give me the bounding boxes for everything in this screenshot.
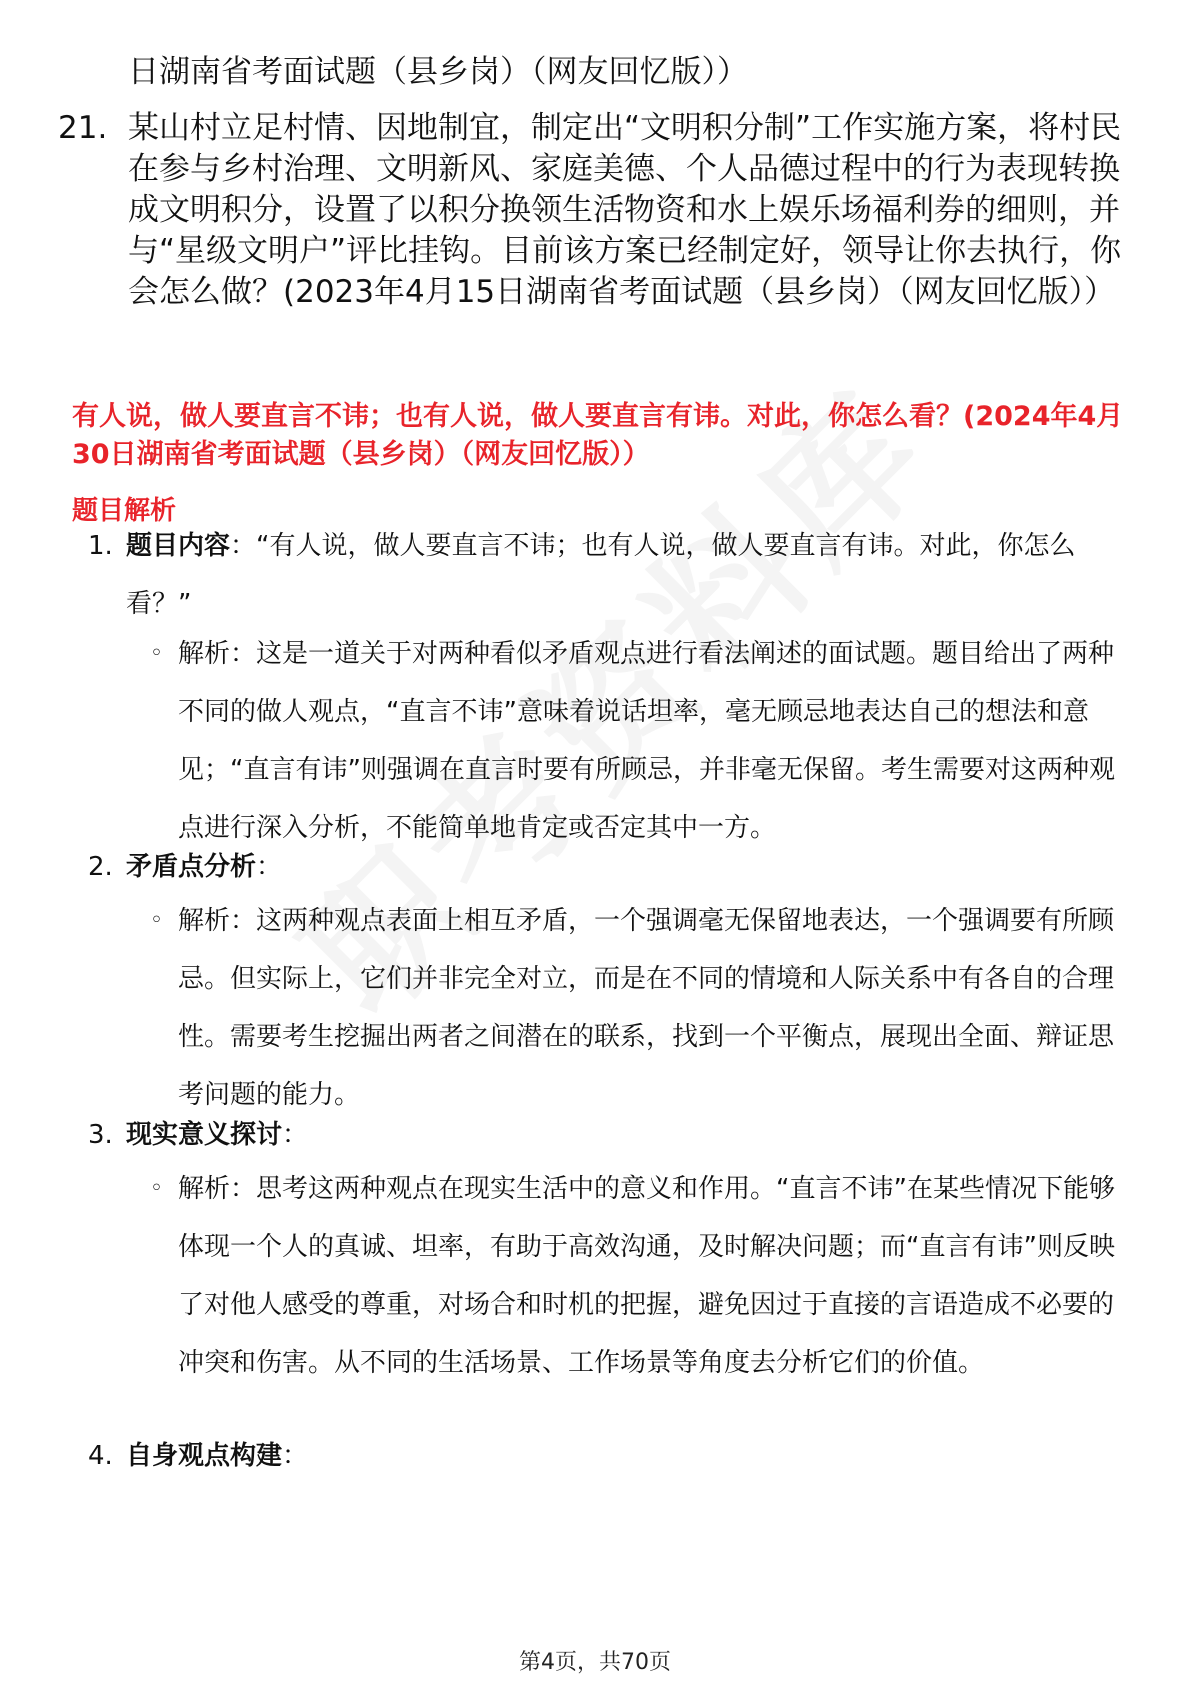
item-label: 矛盾点分析 — [126, 852, 257, 882]
prev-question-tail: 日湖南省考面试题（县乡岗）（网友回忆版）） — [128, 54, 748, 90]
highlighted-question: 有人说，做人要直言不讳；也有人说，做人要直言有讳。对此，你怎么看？(2024年4月30日湖南省考面试题（县乡岗）（网友回忆版）） — [72, 401, 1124, 470]
analysis-item-4: 4. 自身观点构建： — [88, 1441, 309, 1471]
analysis-sub-1: ◦ 解析：这是一道关于对两种看似矛盾观点进行看法阐述的面试题。题目给出了两种不同的做人观点，“直言不讳”意味着说话坦率，毫无顾忌地表达自己的想法和意见；“直言有讳”则强调在直言时要有所顾忌，并非毫无保留。考生需要对这两种观点进行深入分析，不能简单地肯定或否定其中一方。 — [150, 625, 1130, 857]
analysis-item-1: 1. 题目内容：“有人说，做人要直言不讳；也有人说，做人要直言有讳。对此，你怎么看？” — [88, 531, 1076, 619]
analysis-item-2: 2. 矛盾点分析： — [88, 852, 283, 882]
section-title: 题目解析 — [72, 496, 177, 526]
analysis-item-3: 3. 现实意义探讨： — [88, 1120, 309, 1150]
item-label: 题目内容 — [126, 531, 231, 561]
question-21 — [58, 108, 1128, 313]
bullet-icon: ◦ — [150, 908, 163, 933]
analysis-sub-2: ◦ 解析：这两种观点表面上相互矛盾，一个强调毫无保留地表达，一个强调要有所顾忌。但实际上，它们并非完全对立，而是在不同的情境和人际关系中有各自的合理性。需要考生挖掘出两者之间潜在的联系，找到一个平衡点，展现出全面、辩证思考问题的能力。 — [150, 892, 1130, 1124]
bullet-icon: ◦ — [150, 641, 163, 666]
question-number: 21. — [58, 110, 108, 146]
item-label: 现实意义探讨 — [126, 1120, 283, 1150]
item-label: 自身观点构建 — [126, 1441, 283, 1471]
question-text: 某山村立足村情、因地制宜，制定出“文明积分制”工作实施方案，将村民在参与乡村治理、文明新风、家庭美德、个人品德过程中的行为表现转换成文明积分，设置了以积分换领生活物资和水上娱乐场福利券的细则，并与“星级文明户”评比挂钩。目前该方案已经制定好，领导让你去执行，你会怎么做？(2023年4月15日湖南省考面试题（县乡岗）（网友回忆版）） — [128, 110, 1122, 310]
bullet-icon: ◦ — [150, 1176, 163, 1201]
analysis-sub-3: ◦ 解析：思考这两种观点在现实生活中的意义和作用。“直言不讳”在某些情况下能够体现一个人的真诚、坦率，有助于高效沟通，及时解决问题；而“直言有讳”则反映了对他人感受的尊重，对场合和时机的把握，避免因过于直接的言语造成不必要的冲突和伤害。从不同的生活场景、工作场景等角度去分析它们的价值。 — [150, 1160, 1130, 1392]
page-footer: 第4页，共70页 — [519, 1650, 671, 1675]
